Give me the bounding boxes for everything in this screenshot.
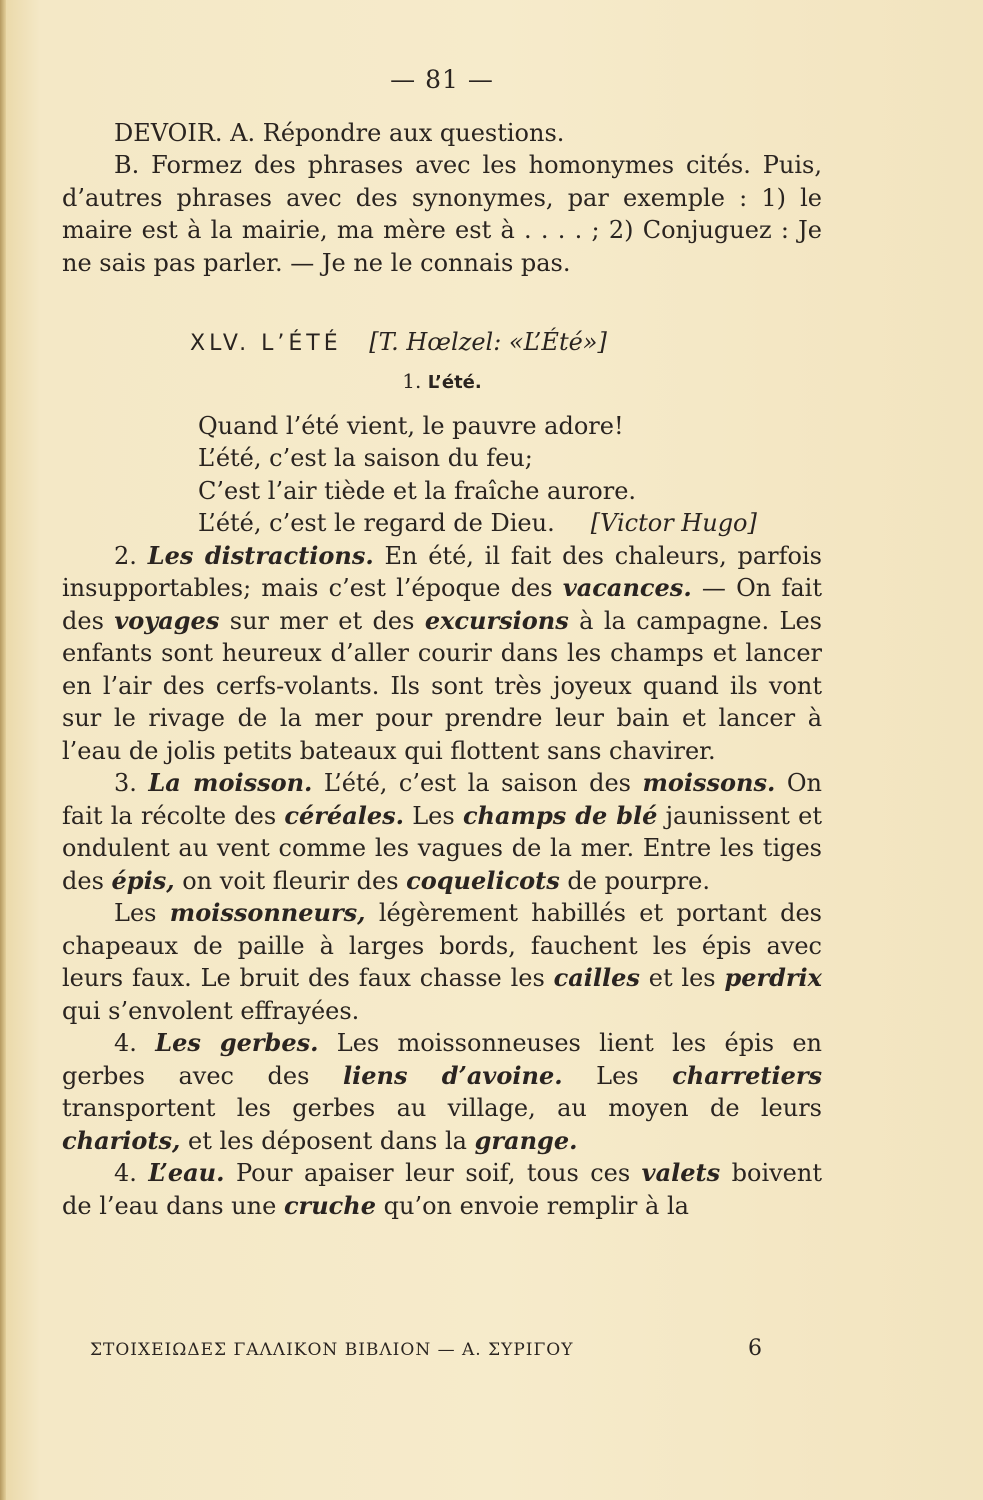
- paragraph-text: Les: [412, 801, 455, 830]
- paragraph-text: Les: [114, 899, 157, 927]
- paragraph-number: 4.: [114, 1159, 137, 1187]
- binding-edge: [0, 0, 6, 1500]
- paragraph-text: transportent les gerbes au village, au moyen de leurs: [62, 1094, 822, 1122]
- poem-line: [198, 507, 822, 540]
- paragraph-number: 3.: [114, 769, 137, 797]
- keyword: grange.: [474, 1125, 578, 1155]
- paragraph-text: on voit fleurir des: [182, 866, 399, 895]
- paragraph-text: et les: [648, 964, 716, 992]
- keyword: charretiers: [672, 1060, 822, 1090]
- poem: [62, 410, 822, 540]
- paragraph-text: On fait la récolte des: [62, 769, 822, 830]
- section-1-heading: [62, 365, 822, 400]
- lesson-title: XLV. L’ÉTÉ: [190, 331, 342, 356]
- paragraph-text: Pour apaiser leur soif, tous ces: [235, 1159, 631, 1187]
- paragraph-text: à la campagne. Les enfants sont heureux d’aller courir dans les champs et lancer en l’air des cerfs-volants. Ils sont très joyeux quand ils vont sur le rivage de la mer pour prendre leur bain et lancer à l’eau de jolis petits bateaux qui flottent sans chavirer.: [62, 606, 822, 765]
- keyword: excursions: [424, 605, 569, 635]
- paragraph-text: boivent de l’eau dans une: [62, 1159, 822, 1220]
- keyword: cruche: [283, 1190, 376, 1220]
- paragraph-title: Les distractions.: [147, 540, 374, 570]
- paragraph-text: légèrement habillés et portant des chapeaux de paille à larges bords, fauchent les épis avec leurs faux. Le bruit des faux chasse les: [62, 899, 822, 992]
- paragraph-text: qu’on envoie remplir à la: [383, 1191, 689, 1220]
- paragraph-gerbes: [62, 1027, 822, 1157]
- paragraph-eau: [62, 1157, 822, 1222]
- page-body: [62, 64, 822, 1222]
- section-1-title: L’été.: [427, 372, 482, 393]
- devoir-line-1: DEVOIR. A. Répondre aux questions.: [114, 118, 565, 147]
- devoir-line-2: B. Formez des phrases avec les homonymes cités. Puis, d’autres phrases avec des synonymes, par exemple : 1) le maire est à la mairie, ma mère est à . . . . ; 2) Conjuguez : Je ne sais pas parler. — Je ne le connais pas.: [62, 151, 822, 277]
- signature-mark: 6: [748, 1336, 762, 1361]
- poem-line-text: L’été, c’est le regard de Dieu.: [198, 509, 555, 537]
- paragraph-text: — On fait des: [62, 574, 822, 635]
- paragraph-number: 2.: [114, 541, 137, 570]
- paragraph-title: Les gerbes.: [155, 1028, 319, 1057]
- paragraph-text: jaunissent et ondulent au vent comme les vagues de la mer. Entre les tiges des: [62, 801, 822, 895]
- poem-line: Quand l’été vient, le pauvre adore!: [198, 411, 624, 440]
- paragraph-number: 4.: [114, 1029, 137, 1057]
- poem-line: C’est l’air tiède et la fraîche aurore.: [198, 476, 637, 505]
- paragraph-text: En été, il fait des chaleurs, parfois insupportables; mais c’est l’époque des: [62, 541, 822, 602]
- keyword: chariots,: [62, 1125, 181, 1155]
- keyword: voyages: [114, 605, 220, 635]
- footer-title: ΣΤΟΙΧΕΙΩΔΕΣ ΓΑΛΛΙΚΟΝ ΒΙΒΛΙΟΝ — Α. ΣΥΡΙΓΟΥ: [90, 1340, 574, 1360]
- paragraph-title: L’eau.: [148, 1158, 225, 1187]
- paragraph-distractions: [62, 540, 822, 768]
- keyword: vacances.: [562, 573, 692, 602]
- keyword: moissons.: [642, 768, 776, 797]
- keyword: perdrix: [724, 963, 822, 992]
- keyword: valets: [641, 1158, 721, 1187]
- paragraph-text: de pourpre.: [567, 866, 710, 895]
- paragraph-text: et les déposent dans la: [187, 1126, 467, 1155]
- lesson-source: [T. Hœlzel: «L’Été»]: [369, 328, 607, 356]
- paragraph-moisson: [62, 767, 822, 897]
- poem-line: L’été, c’est la saison du feu;: [198, 444, 533, 472]
- poem-attribution: [Victor Hugo]: [590, 509, 757, 537]
- paragraph-text: qui s’envolent effrayées.: [62, 996, 360, 1025]
- paragraph-text: Les moissonneuses lient les épis en gerbes avec des: [62, 1029, 823, 1090]
- keyword: cailles: [553, 963, 640, 992]
- keyword: céréales.: [284, 800, 404, 830]
- keyword: liens d’avoine.: [343, 1060, 563, 1090]
- paragraph-text: L’été, c’est la saison des: [323, 769, 631, 797]
- lesson-heading: [62, 325, 822, 361]
- keyword: épis,: [111, 865, 175, 895]
- paragraph-text: sur mer et des: [229, 606, 415, 635]
- section-1-number: 1.: [402, 369, 422, 393]
- keyword: champs de blé: [462, 800, 658, 830]
- keyword: moissonneurs,: [169, 898, 366, 927]
- paragraph-text: Les: [596, 1061, 639, 1090]
- paragraph-title: La moisson.: [148, 768, 313, 797]
- page-number: — 81 —: [390, 65, 494, 94]
- paragraph-moissonneurs: [62, 897, 822, 1027]
- keyword: coquelicots: [406, 865, 560, 895]
